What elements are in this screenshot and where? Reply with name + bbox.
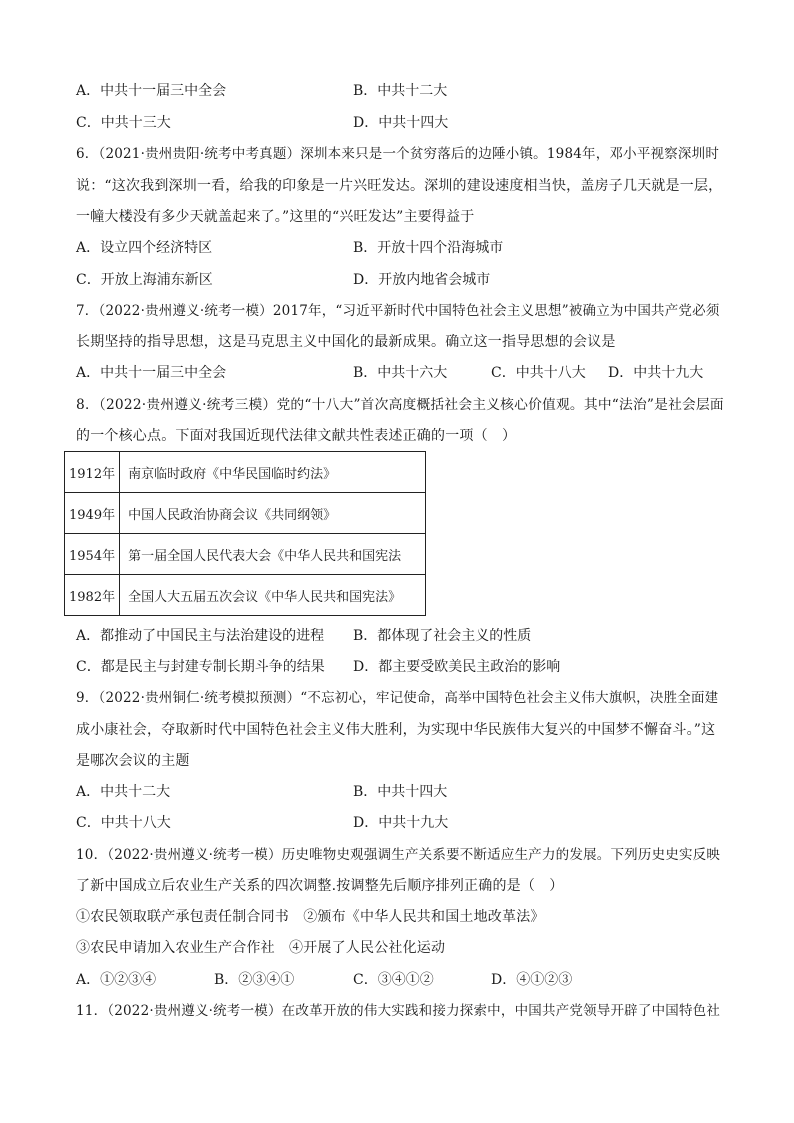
options-row [0,363,794,383]
table-row [65,575,426,616]
options-row [0,113,794,133]
option-d[interactable]: D．中共十九大 [353,815,449,831]
options-row [0,270,794,290]
options-row [0,626,794,646]
option-c[interactable]: C．中共十八大 [491,365,586,381]
option-c[interactable]: C．③④①② [353,972,434,988]
option-b[interactable]: B．中共十六大 [353,365,448,381]
option-b[interactable]: B．②③④① [214,972,295,988]
option-d[interactable]: D．中共十九大 [608,365,704,381]
question-11-text: 11．（2022·贵州遵义·统考一模）在改革开放的伟大实践和接力探索中，中国共产党领导开辟了中国特色社 [76,1003,721,1019]
options-row [0,238,794,258]
question-9-text: 是哪次会议的主题 [76,753,190,769]
option-a[interactable]: A．中共十二大 [76,784,171,800]
question-7-text: 7．（2022·贵州遵义·统考一模）2017年，“习近平新时代中国特色社会主义思想”被确立为中国共产党必须 [76,303,720,319]
option-b[interactable]: B．中共十四大 [353,784,448,800]
question-10-statement: ③农民申请加入农业生产合作社 ④开展了人民公社化运动 [76,940,446,956]
option-c[interactable]: C．中共十八大 [76,815,171,831]
question-6-text: 6．（2021·贵州贵阳·统考中考真题）深圳本来只是一个贫穷落后的边陲小镇。1984年，邓小平视察深圳时 [76,146,720,162]
question-9-text: 成小康社会，夺取新时代中国特色社会主义伟大胜利，为实现中华民族伟大复兴的中国梦不懈奋斗。”这 [76,722,716,738]
question-10-text: 10．（2022·贵州遵义·统考一模）历史唯物史观强调生产关系要不断适应生产力的发展。下列历史史实反映 [76,847,721,863]
question-8-text: 的一个核心点。下面对我国近现代法律文献共性表述正确的一项（ ） [76,428,517,444]
table-cell-document: 南京临时政府《中华民国临时约法》 [120,452,426,493]
option-c[interactable]: C．中共十三大 [76,115,171,131]
question-6-text: 说：“这次我到深圳一看，给我的印象是一片兴旺发达。深圳的建设速度相当快，盖房子几天就是一层， [76,178,723,194]
table-cell-year: 1982年 [65,575,120,616]
options-row [0,813,794,833]
option-c[interactable]: C．都是民主与封建专制长期斗争的结果 [76,659,325,675]
options-row [0,970,794,990]
option-b[interactable]: B．都体现了社会主义的性质 [353,628,532,644]
table-cell-year: 1912年 [65,452,120,493]
option-d[interactable]: D．④①②③ [491,972,573,988]
options-row [0,782,794,802]
question-10-text: 了新中国成立后农业生产关系的四次调整.按调整先后顺序排列正确的是（ ） [76,878,564,894]
option-d[interactable]: D．中共十四大 [353,115,449,131]
options-row [0,657,794,677]
table-row [65,534,426,575]
question-7-text: 长期坚持的指导思想，这是马克思主义中国化的最新成果。确立这一指导思想的会议是 [76,334,616,350]
option-d[interactable]: D．都主要受欧美民主政治的影响 [353,659,561,675]
option-d[interactable]: D．开放内地省会城市 [353,272,491,288]
table-cell-year: 1949年 [65,493,120,534]
question-9-text: 9．（2022·贵州铜仁·统考模拟预测）“不忘初心，牢记使命，高举中国特色社会主义伟大旗帜，决胜全面建 [76,690,719,706]
options-row [0,81,794,101]
option-a[interactable]: A．设立四个经济特区 [76,240,213,256]
table-cell-document: 第一届全国人民代表大会《中华人民共和国宪法 [120,534,426,575]
option-a[interactable]: A．中共十一届三中全会 [76,365,227,381]
option-b[interactable]: B．中共十二大 [353,83,448,99]
option-a[interactable]: A．①②③④ [76,972,157,988]
option-a[interactable]: A．中共十一届三中全会 [76,83,227,99]
table-row [65,452,426,493]
question-10-statement: ①农民领取联产承包责任制合同书 ②颁布《中华人民共和国土地改革法》 [76,909,545,925]
table-row [65,493,426,534]
option-b[interactable]: B．开放十四个沿海城市 [353,240,504,256]
question-8-text: 8．（2022·贵州遵义·统考三模）党的“十八大”首次高度概括社会主义核心价值观。其中“法治”是社会层面 [76,397,724,413]
table-cell-document: 全国人大五届五次会议《中华人民共和国宪法》 [120,575,426,616]
table-cell-year: 1954年 [65,534,120,575]
option-c[interactable]: C．开放上海浦东新区 [76,272,213,288]
question-6-text: 一幢大楼没有多少天就盖起来了。”这里的“兴旺发达”主要得益于 [76,209,475,225]
table-cell-document: 中国人民政治协商会议《共同纲领》 [120,493,426,534]
option-a[interactable]: A．都推动了中国民主与法治建设的进程 [76,628,325,644]
law-documents-table [64,451,426,616]
